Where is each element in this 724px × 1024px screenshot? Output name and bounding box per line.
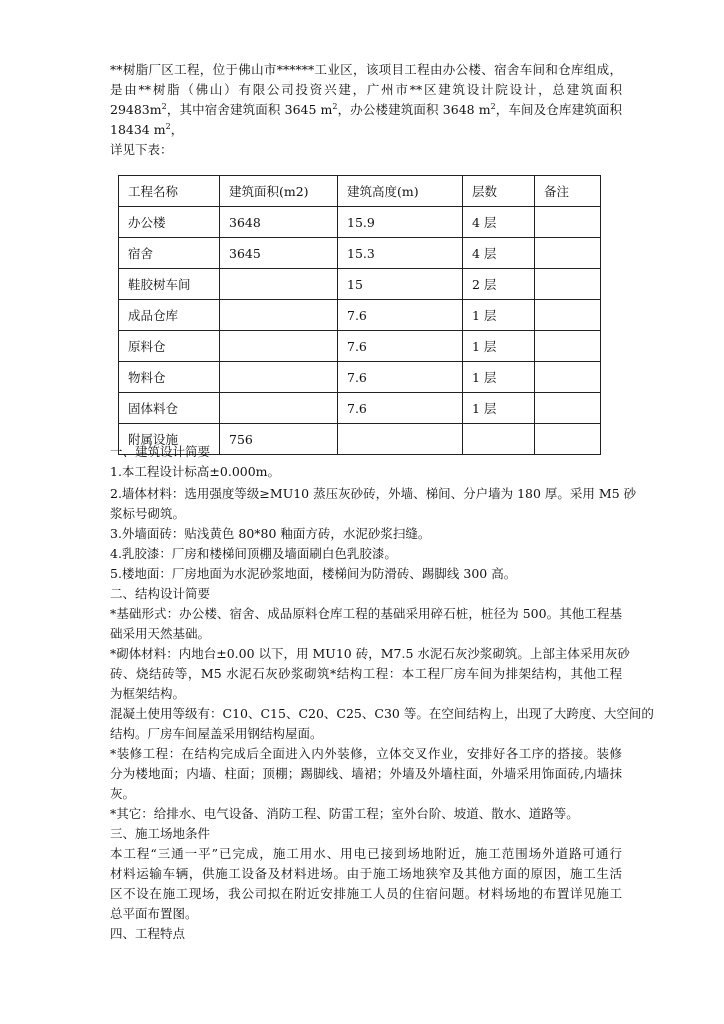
table-row [119, 362, 601, 393]
section-1-line: 3.外墙面砖：贴浅黄色 80*80 釉面方砖，水泥砂浆扫缝。 [110, 526, 431, 541]
section-2-line: 灰。 [110, 786, 136, 801]
table-cell [535, 238, 601, 269]
table-cell [535, 300, 601, 331]
section-2-line: *基础形式：办公楼、宿舍、成品原料仓库工程的基础采用碎石桩，桩径为 500。其他工程基 [110, 606, 622, 621]
intro-line-4: 18434 $m^2$， [110, 121, 184, 137]
table-cell: 7.6 [338, 393, 463, 424]
table-cell [535, 207, 601, 238]
table-row [119, 331, 601, 362]
section-1-line: 4.乳胶漆：厂房和楼梯间顶棚及墙面刷白色乳胶漆。 [110, 546, 397, 561]
table-cell [535, 331, 601, 362]
section-2-line: *装修工程：在结构完成后全面进入内外装修，立体交叉作业，安排好各工序的搭接。装修 [110, 746, 622, 761]
table-cell: 1 层 [463, 331, 535, 362]
table-cell [220, 300, 338, 331]
table-cell: 4 层 [463, 238, 535, 269]
table-header-row [119, 176, 601, 207]
header-cell: 建筑高度(m) [338, 176, 463, 207]
intro-line-1: **树脂厂区工程，位于佛山市******工业区，该项目工程由办公楼、宿舍车间和仓库组成， [110, 62, 622, 77]
section-2-line: 为框架结构。 [110, 686, 186, 701]
section-2-line: 砖、烧结砖等，M5 水泥石灰砂浆砌筑*结构工程：本工程厂房车间为排架结构，其他工程 [110, 666, 622, 681]
table-cell: 原料仓 [119, 331, 220, 362]
table-cell [220, 269, 338, 300]
table-cell: 附属设施 [119, 424, 220, 455]
table-cell: 3648 [220, 207, 338, 238]
intro-line-3: $29483m^2$，其中宿舍建筑面积 3645 $m^2$，办公楼建筑面积 3648 $m^2$，车间及仓库建筑面积 [110, 101, 622, 117]
table-cell: 1 层 [463, 300, 535, 331]
section-2-line: 结构。厂房车间屋盖采用钢结构屋面。 [110, 726, 323, 741]
table-cell: 宿舍 [119, 238, 220, 269]
section-4-heading: 四、工程特点 [110, 926, 186, 941]
table-cell: 756 [220, 424, 338, 455]
section-2-line: 础采用天然基础。 [110, 626, 211, 641]
table-cell: 3645 [220, 238, 338, 269]
section-2-line: 混凝土使用等级有：C10、C15、C20、C25、C30 等。在空间结构上，出现了大跨度、大空间的 [110, 706, 654, 721]
table-cell [220, 362, 338, 393]
section-2-line: *其它：给排水、电气设备、消防工程、防雷工程；室外台阶、坡道、散水、道路等。 [110, 806, 579, 821]
table-cell: 成品仓库 [119, 300, 220, 331]
table-cell: 1 层 [463, 393, 535, 424]
table-cell: 15 [338, 269, 463, 300]
section-2-heading: 二、结构设计简要 [110, 586, 211, 601]
table-cell [220, 393, 338, 424]
section-3-line: 本工程“三通一平”已完成，施工用水、用电已接到场地附近，施工范围场外道路可通行 [110, 846, 622, 861]
table-row [119, 393, 601, 424]
section-3-line: 材料运输车辆，供施工设备及材料进场。由于施工场地狭窄及其他方面的原因，施工生活 [110, 866, 622, 881]
table-cell [535, 362, 601, 393]
section-1-line: 1.本工程设计标高±0.000m。 [110, 464, 281, 479]
table-cell: 7.6 [338, 362, 463, 393]
table-cell: 7.6 [338, 331, 463, 362]
section-1-line: 5.楼地面：厂房地面为水泥砂浆地面，楼梯间为防滑砖、踢脚线 300 高。 [110, 566, 517, 581]
table-row [119, 269, 601, 300]
project-table [118, 175, 601, 455]
section-3-heading: 三、施工场地条件 [110, 826, 211, 841]
section-1-line: 浆标号砌筑。 [110, 506, 186, 521]
header-cell: 建筑面积(m2) [220, 176, 338, 207]
table-cell: 1 层 [463, 362, 535, 393]
table-cell [535, 393, 601, 424]
section-1-line: 2.墙体材料：选用强度等级≥MU10 蒸压灰砂砖，外墙、梯间、分户墙为 180 厚。采用 M5 砂 [110, 486, 637, 501]
intro-line-2: 是由**树脂（佛山）有限公司投资兴建，广州市**区建筑设计院设计，总建筑面积 [110, 82, 622, 97]
header-cell: 备注 [535, 176, 601, 207]
table-cell: 固体料仓 [119, 393, 220, 424]
table-cell [535, 269, 601, 300]
section-2-line: *砌体材料：内地台±0.00 以下，用 MU10 砖，M7.5 水泥石灰沙浆砌筑。上部主体采用灰砂 [110, 646, 630, 661]
table-cell: 7.6 [338, 300, 463, 331]
section-2-line: 分为楼地面；内墙、柱面；顶棚；踢脚线、墙裙；外墙及外墙柱面，外墙采用饰面砖,内墙抹 [110, 766, 622, 781]
see-table-note: 详见下表： [110, 142, 173, 157]
section-3-line: 区不设在施工现场，我公司拟在附近安排施工人员的住宿问题。材料场地的布置详见施工 [110, 886, 622, 901]
table-row [119, 207, 601, 238]
header-cell: 工程名称 [119, 176, 220, 207]
table-row [119, 300, 601, 331]
section-3-line: 总平面布置图。 [110, 906, 198, 921]
table-cell: 办公楼 [119, 207, 220, 238]
table-cell: 4 层 [463, 207, 535, 238]
table-cell: 鞋胶树车间 [119, 269, 220, 300]
table-row [119, 238, 601, 269]
header-cell: 层数 [463, 176, 535, 207]
table-cell: 物料仓 [119, 362, 220, 393]
section-1-heading: 一、建筑设计简要 [110, 444, 211, 459]
table-cell: 15.3 [338, 238, 463, 269]
table-cell: 2 层 [463, 269, 535, 300]
table-cell: 15.9 [338, 207, 463, 238]
table-cell [220, 331, 338, 362]
